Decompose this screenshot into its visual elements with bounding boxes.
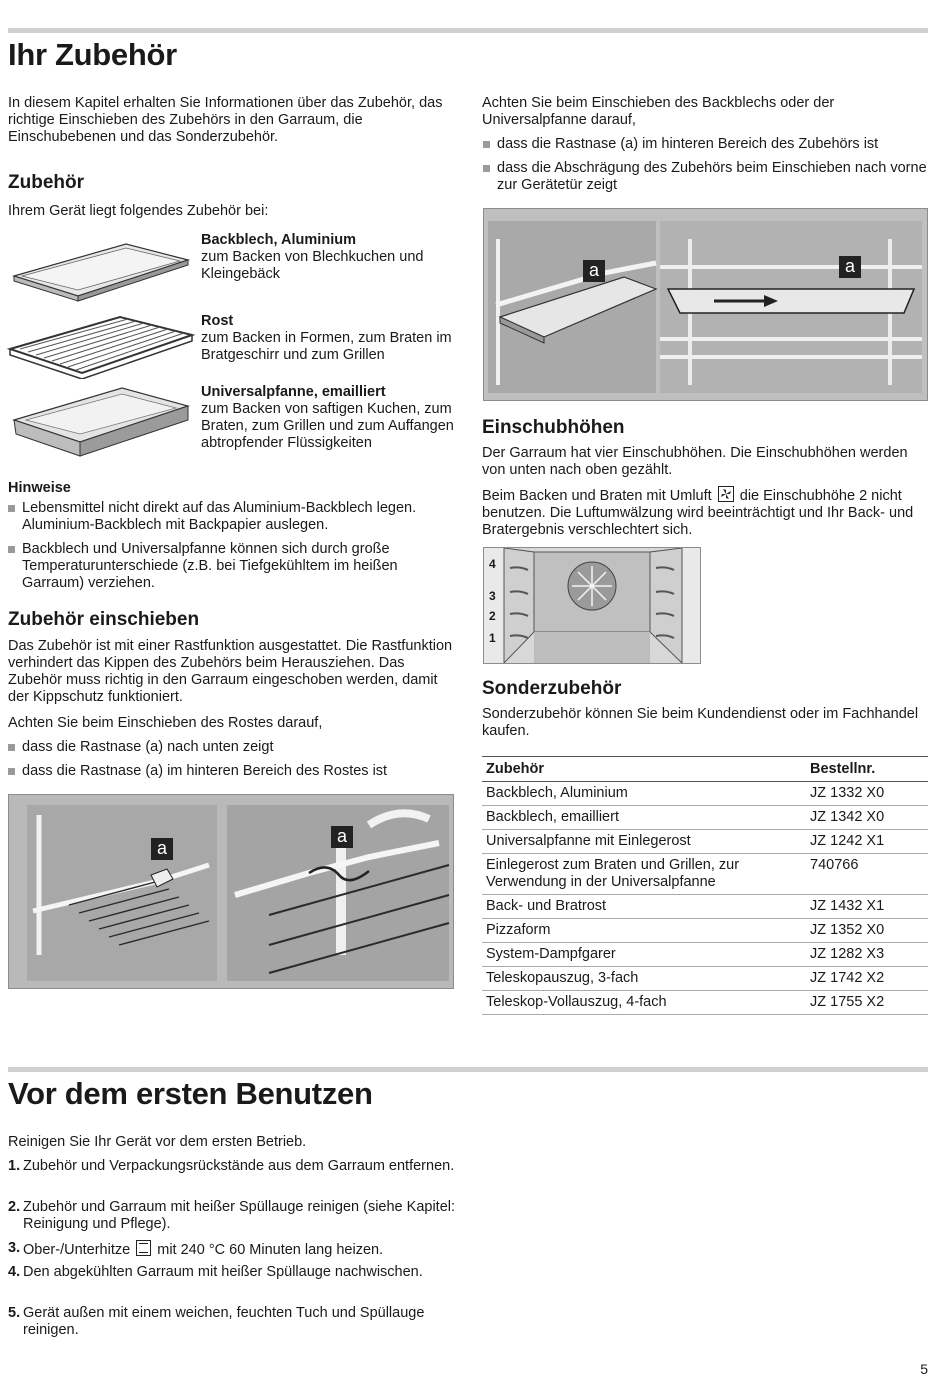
- table-row: [482, 806, 928, 830]
- insert-rack-lead: Achten Sie beim Einschieben des Rostes darauf,: [8, 715, 323, 731]
- table-row: [482, 991, 928, 1015]
- insert-rack-bullet: dass die Rastnase (a) nach unten zeigt: [22, 739, 454, 756]
- cell-item: Universalpfanne mit Einlegerost: [482, 830, 806, 854]
- insert-rack-bullet: dass die Rastnase (a) im hinteren Bereich des Rostes ist: [22, 763, 454, 780]
- fan-icon: [718, 486, 734, 502]
- note-item: Lebensmittel nicht direkt auf das Aluminium-Backblech legen. Aluminium-Backblech mit Backpapier auslegen.: [22, 500, 454, 534]
- table-row: [482, 895, 928, 919]
- rack-insertion-figure: [8, 794, 454, 989]
- step-item: [8, 1199, 456, 1233]
- page-number: 5: [920, 1361, 928, 1377]
- table-row: [482, 943, 928, 967]
- cell-item: Backblech, Aluminium: [482, 782, 806, 806]
- table-row: [482, 919, 928, 943]
- section-rule: [8, 1067, 928, 1072]
- level-number: 1: [489, 631, 496, 645]
- tray-insertion-drawing: [484, 209, 927, 400]
- baking-tray-illustration: [8, 238, 193, 304]
- universal-pan-illustration: [8, 384, 193, 460]
- top-bottom-heat-icon: [136, 1240, 151, 1256]
- level-number: 2: [489, 609, 496, 623]
- level-number: 4: [489, 557, 496, 571]
- insert-para: Das Zubehör ist mit einer Rastfunktion ausgestattet. Die Rastfunktion verhindert das Kippen des Zubehörs beim Herausziehen. Das Zubehör muss richtig in den Garraum eingeschoben werden, damit der Kippschutz funktioniert.: [8, 638, 453, 705]
- step-item: [8, 1305, 455, 1339]
- cell-order-number: JZ 1332 X0: [806, 782, 928, 806]
- cell-order-number: JZ 1242 X1: [806, 830, 928, 854]
- step-number: 2.: [8, 1199, 21, 1215]
- step-item: [8, 1240, 455, 1259]
- step-text: Gerät außen mit einem weichen, feuchten Tuch und Spüllauge reinigen.: [23, 1305, 425, 1338]
- optional-accessories-para: Sonderzubehör können Sie beim Kundendienst oder im Fachhandel kaufen.: [482, 706, 919, 739]
- step-text-b: mit 240 °C 60 Minuten lang heizen.: [157, 1242, 384, 1258]
- accessory-name: Backblech, Aluminium: [201, 232, 356, 248]
- accessory-item: [201, 313, 456, 364]
- zubehoer-heading: Zubehör: [8, 172, 84, 193]
- oven-levels-figure: [483, 547, 701, 664]
- step-item: [8, 1264, 455, 1281]
- tray-insertion-figure: [483, 208, 928, 401]
- accessory-desc: zum Backen von saftigen Kuchen, zum Braten, zum Grillen und zum Auffangen abtropfender Flüssigkeiten: [201, 401, 454, 451]
- wire-rack-illustration: [6, 313, 196, 379]
- cell-order-number: JZ 1742 X2: [806, 967, 928, 991]
- step-text-a: Ober-/Unterhitze: [23, 1242, 131, 1258]
- column-header-item: Zubehör: [482, 757, 806, 782]
- levels-para: Der Garraum hat vier Einschubhöhen. Die Einschubhöhen werden von unten nach oben gezählt.: [482, 445, 908, 478]
- cell-item: Backblech, emailliert: [482, 806, 806, 830]
- callout-label: a: [839, 256, 861, 278]
- step-item: [8, 1158, 455, 1175]
- step-text: Den abgekühlten Garraum mit heißer Spüllauge nachwischen.: [23, 1264, 423, 1280]
- cell-order-number: JZ 1342 X0: [806, 806, 928, 830]
- intro-text: In diesem Kapitel erhalten Sie Informationen über das Zubehör, das richtige Einschieben des Zubehörs in den Garraum, die Einschubebenen und das Sonderzubehör.: [8, 95, 443, 145]
- step-number: 4.: [8, 1264, 21, 1280]
- note-item: Backblech und Universalpfanne können sich durch große Temperaturunterschiede (z.B. bei Tiefgekühltem im heißen Garraum) verziehen.: [22, 541, 454, 592]
- cell-item: Teleskop-Vollauszug, 4-fach: [482, 991, 806, 1015]
- levels-hotair-text-a: Beim Backen und Braten mit Umluft: [482, 488, 712, 504]
- cell-order-number: JZ 1352 X0: [806, 919, 928, 943]
- table-row: [482, 854, 928, 895]
- tray-insert-bullet: dass die Abschrägung des Zubehörs beim Einschieben nach vorne zur Gerätetür zeigt: [497, 160, 927, 193]
- cell-item: Pizzaform: [482, 919, 806, 943]
- tray-insert-bullet: dass die Rastnase (a) im hinteren Bereich des Zubehörs ist: [497, 136, 927, 153]
- rack-insertion-drawing: [9, 795, 453, 988]
- cell-item: Einlegerost zum Braten und Grillen, zur Verwendung in der Universalpfanne: [482, 854, 806, 895]
- cell-item: Back- und Bratrost: [482, 895, 806, 919]
- table-header-row: [482, 757, 928, 782]
- column-header-order-number: Bestellnr.: [806, 757, 928, 782]
- optional-accessories-table: [482, 756, 928, 1015]
- accessory-name: Universalpfanne, emailliert: [201, 384, 386, 400]
- oven-levels-drawing: [484, 548, 700, 663]
- cell-order-number: JZ 1432 X1: [806, 895, 928, 919]
- first-use-intro: Reinigen Sie Ihr Gerät vor dem ersten Betrieb.: [8, 1134, 307, 1150]
- insert-heading: Zubehör einschieben: [8, 609, 200, 630]
- callout-label: a: [331, 826, 353, 848]
- step-number: 3.: [8, 1240, 21, 1256]
- accessory-name: Rost: [201, 313, 234, 329]
- optional-accessories-heading: Sonderzubehör: [482, 678, 622, 699]
- table-row: [482, 967, 928, 991]
- notes-heading: Hinweise: [8, 480, 71, 496]
- levels-hotair-text-b: die Einschubhöhe 2 nicht benutzen. Die Luftumwälzung wird beeinträchtigt und Ihr Back- und Bratergebnis verschlechtert sich.: [482, 488, 914, 538]
- accessory-item: [201, 232, 456, 283]
- cell-order-number: JZ 1755 X2: [806, 991, 928, 1015]
- cell-order-number: 740766: [806, 854, 928, 895]
- accessory-item: [201, 384, 456, 452]
- accessory-desc: zum Backen in Formen, zum Braten im Bratgeschirr und zum Grillen: [201, 330, 452, 363]
- levels-hotair-para: [482, 486, 927, 539]
- step-text: Zubehör und Verpackungsrückstände aus dem Garraum entfernen.: [23, 1158, 455, 1174]
- zubehoer-lead: Ihrem Gerät liegt folgendes Zubehör bei:: [8, 203, 269, 219]
- table-row: [482, 830, 928, 854]
- callout-label: a: [583, 260, 605, 282]
- accessory-desc: zum Backen von Blechkuchen und Kleingebäck: [201, 249, 424, 282]
- tray-insert-lead: Achten Sie beim Einschieben des Backblechs oder der Universalpfanne darauf,: [482, 95, 835, 128]
- section-title: Vor dem ersten Benutzen: [8, 1076, 373, 1111]
- table-row: [482, 782, 928, 806]
- levels-heading: Einschubhöhen: [482, 417, 625, 438]
- cell-order-number: JZ 1282 X3: [806, 943, 928, 967]
- callout-label: a: [151, 838, 173, 860]
- step-number: 5.: [8, 1305, 21, 1321]
- cell-item: System-Dampfgarer: [482, 943, 806, 967]
- page-title: Ihr Zubehör: [8, 37, 177, 72]
- section-rule: [8, 28, 928, 33]
- cell-item: Teleskopauszug, 3-fach: [482, 967, 806, 991]
- step-number: 1.: [8, 1158, 21, 1174]
- level-number: 3: [489, 589, 496, 603]
- step-text: Zubehör und Garraum mit heißer Spüllauge reinigen (siehe Kapitel: Reinigung und Pflege).: [23, 1199, 456, 1232]
